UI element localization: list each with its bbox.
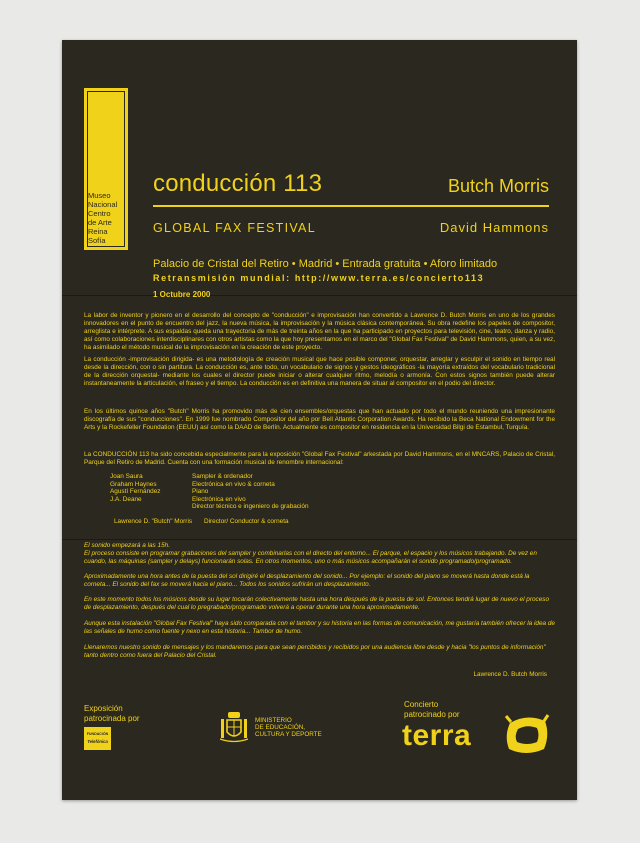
note-process: El proceso consiste en programar grabaciones del sampler y combinarlas con el directo del entorno... El parque, el espacio y los músicos trabajando. De vez en cuando, las máquinas (sampler y delays) funcionarán solas. En otros momentos, uno o más músicos acompañarán el sonido programado/programado. <box>84 550 537 565</box>
note-text: Aproximadamente una hora antes de la puesta del sol dirigiré el desplazamiento del sonido... Por ejemplo: el sonido del piano se moverá hasta donde está la corneta... El sonido del fax se moverá hacia el piano... Todos los sonidos sufrirán un desplazamiento. <box>84 573 530 588</box>
performer-row <box>110 503 309 511</box>
fold-line-bottom <box>62 539 577 540</box>
fold-line-top <box>62 295 577 296</box>
telefonica-foundation-logo <box>84 727 111 750</box>
broadcast-line: Retransmisión mundial: http://www.terra.es/concierto113 <box>153 273 485 283</box>
artist-name: Butch Morris <box>447 176 549 196</box>
telefonica-text: Telefónica <box>87 739 108 744</box>
performer-role: Piano <box>192 488 209 496</box>
note-smoke <box>84 644 555 660</box>
note-text: En este momento todos los músicos desde su lugar tocarán colectivamente hasta una hora después de la puesta de sol. Entonces tendrá lugar de nuevo el proceso de desplazamiento, después del cual lo pregrabado/programado volverá a operar durante una hora aproximadamente. <box>84 596 550 611</box>
museum-logo <box>84 88 128 250</box>
terra-logo-icon <box>502 709 552 761</box>
note-drum <box>84 620 555 636</box>
performer-row <box>110 473 309 481</box>
performer-role: Director técnico e ingeniero de grabación <box>192 503 309 511</box>
signature: Lawrence D. Butch Morris <box>473 671 547 678</box>
paragraph-text: La conducción -improvisación dirigida- es una metodología de creación musical que hace posible componer, orquestar, arreglar y esculpir el sonido en tiempo real desde la dirección, con o sin partitura. La conducción es, ante todo, un vocabulario de signos y gestos ideográficos -la mayoría extraídos del vocabulario tradicional de la dirección orquestal- mediante los cuales el director puede iniciar o alterar cualquier ritmo, melodía o armonía. Con estos signos también puede alterar instantaneamente la articulación, el fraseo y el tiempo. La conducción es en definitiva una manera de situar al compositor en el podio del director. <box>84 356 555 387</box>
event-title: conducción 113 <box>153 170 323 197</box>
ministry-text: MINISTERIO DE EDUCACIÓN, CULTURA Y DEPORTE <box>255 716 322 738</box>
event-date: 1 Octubre 2000 <box>153 290 211 299</box>
performer-name: Agustí Fernández <box>110 488 161 496</box>
career-paragraph <box>84 408 555 432</box>
conductor-row <box>114 518 289 525</box>
performer-name: Graham Haynes <box>110 480 157 488</box>
venue-line: Palacio de Cristal del Retiro • Madrid • Entrada gratuita • Aforo limitado <box>153 258 498 270</box>
note-start: El sonido empezará a las 15h. <box>84 542 170 549</box>
terra-wordmark: terra <box>402 719 472 752</box>
note-collective <box>84 596 555 612</box>
performer-name: J.A. Deane <box>110 495 142 503</box>
co-artist-name: David Hammons <box>439 220 549 235</box>
fundacion-text: FUNDACIÓN <box>86 732 109 736</box>
note-text: Llenaremos nuestro sonido de mensajes y los mandaremos para que sean percibidos y recibidos por una audiencia libre desde y hacia "los puntos de información" tanto dentro como fuera del Palacio del Cristal. <box>84 644 546 659</box>
note-text: Aunque esta instalación "Global Fax Festival" haya sido comparada con el tambor y su historia en las formas de comunicación, me gustaría también ofrecer la idea de las señales de humo como fuente y nexo en esta historia... Tambor de humo. <box>84 620 555 635</box>
performer-role: Electrónica en vivo <box>192 495 246 503</box>
paragraph-text: La labor de inventor y pionero en el desarrollo del concepto de "conducción" e improvisación han convertido a Lawrence D. Butch Morris en uno de los grandes innovadores en el punto de encuentro del jazz, la nueva música, la improvisación y la música clásica contemporánea. Su obra redefine los papeles de compositor, arreglista e intérprete. A sus espaldas queda una trayectoria de más de treinta años en la que ha participado en proyectos para televisión, cine, teatro, danza y radio, así como colaboraciones interdisciplinares con otros artistas como la que hoy presentamos en el marco del "Global Fax Festival" de David Hammons, quien, a su vez, ha asimilado el método musical de la improvisación en la creación de este proyecto. <box>84 312 555 351</box>
conductor-name: Lawrence D. "Butch" Morris <box>114 518 193 525</box>
performer-row <box>110 496 309 504</box>
poster-sheet <box>62 40 577 800</box>
performer-row <box>110 481 309 489</box>
expo-sponsor-label: Exposición patrocinada por <box>84 704 140 723</box>
conduction-paragraph <box>84 356 555 388</box>
performer-row <box>110 488 309 496</box>
ministry-logo <box>218 710 322 744</box>
performer-name <box>110 503 192 511</box>
ensemble-paragraph <box>84 451 555 467</box>
conductor-role: Director/ Conductor & corneta <box>204 518 289 525</box>
performer-name: Joan Saura <box>110 473 143 480</box>
performer-list <box>110 473 309 511</box>
paragraph-text: La CONDUCCIÓN 113 ha sido concebida especialmente para la exposición "Global Fax Festival" arkestada por David Hammons, en el MNCARS, Palacio de Cristal, Parque del Retiro de Madrid. Cuenta con una formación musical de renombre internacional: <box>84 451 555 466</box>
performer-role: Sampler & ordenador <box>192 473 253 480</box>
intro-paragraph <box>84 312 555 352</box>
logo-text: Museo Nacional Centro de Arte Reina Sofía <box>88 191 118 245</box>
festival-name: GLOBAL FAX FESTIVAL <box>153 221 316 235</box>
performer-role: Electrónica en vivo & corneta <box>192 480 275 488</box>
notes-block <box>84 542 555 566</box>
paragraph-text: En los últimos quince años "Butch" Morris ha promovido más de cien ensembles/orquestas que han actuado por todo el mundo reuniendo una impresionante discografía de sus "conducciones". En 1999 fue nombrado Compositor del año por Bell Atlantic Corporation Awards. Ha recibido la Beca National Endowment for the Arts y la Rockefeller Foundation (EEUU) así como la DAAD de Berlín. Actualmente es compositor en residencia en la Universidad Bilgi de Estambul, Turquía. <box>84 408 555 431</box>
coat-of-arms-icon <box>218 710 250 744</box>
concert-sponsor-label: Concierto patrocinado por <box>404 700 460 719</box>
note-sunset <box>84 573 555 589</box>
title-rule <box>153 205 549 207</box>
